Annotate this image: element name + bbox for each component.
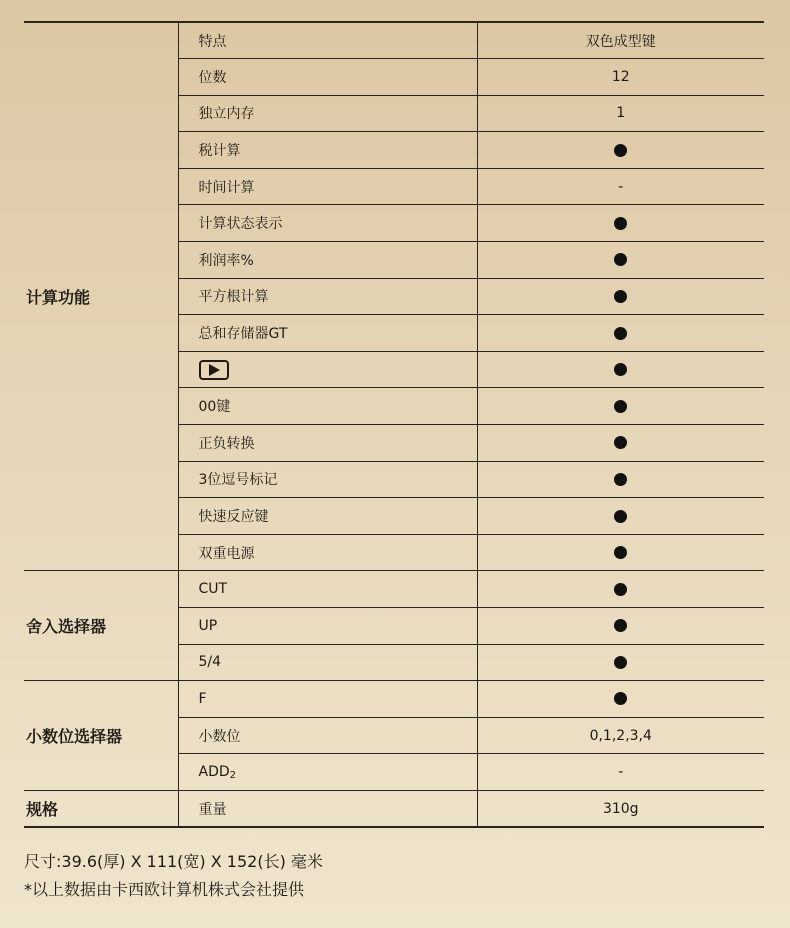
supported-dot-icon — [614, 327, 627, 340]
feature-text: F — [198, 690, 207, 707]
header-feature-text: 特点 — [198, 33, 227, 50]
value-cell — [477, 608, 764, 645]
value-cell — [477, 425, 764, 462]
feature-cell — [178, 790, 477, 827]
value-text: 1 — [616, 105, 626, 122]
value-cell — [477, 242, 764, 279]
feature-text: 正负转换 — [198, 435, 255, 452]
table-row — [24, 790, 764, 827]
feature-text: 计算状态表示 — [198, 216, 283, 233]
feature-cell — [178, 388, 477, 425]
feature-cell — [178, 571, 477, 608]
header-value-cell — [477, 22, 764, 59]
dimensions-text: 尺寸:39.6(厚) X 111(宽) X 152(长) 毫米 — [24, 852, 323, 871]
feature-text: 3位逗号标记 — [198, 472, 278, 489]
supported-dot-icon — [614, 473, 627, 486]
value-cell — [477, 717, 764, 754]
play-key-icon — [199, 360, 229, 380]
value-cell — [477, 461, 764, 498]
value-cell — [477, 681, 764, 718]
value-cell — [477, 315, 764, 352]
value-cell — [477, 278, 764, 315]
group-label-text: 舍入选择器 — [26, 617, 107, 637]
feature-cell — [178, 608, 477, 645]
header-feature-cell — [178, 22, 477, 59]
supported-dot-icon — [614, 290, 627, 303]
value-cell — [477, 95, 764, 132]
feature-subscript: 2 — [229, 770, 237, 782]
table-row — [24, 681, 764, 718]
supported-dot-icon — [614, 619, 627, 632]
supported-dot-icon — [614, 436, 627, 449]
feature-text: 5/4 — [198, 654, 222, 671]
feature-text: UP — [198, 617, 218, 634]
feature-text: 快速反应键 — [198, 509, 269, 526]
feature-cell — [178, 95, 477, 132]
supported-dot-icon — [614, 253, 627, 266]
value-cell — [477, 534, 764, 571]
feature-cell — [178, 205, 477, 242]
table-header-row — [24, 22, 764, 59]
supported-dot-icon — [614, 656, 627, 669]
supported-dot-icon — [614, 583, 627, 596]
group-label-text: 规格 — [26, 800, 59, 820]
feature-text: ADD — [198, 764, 230, 781]
spec-table — [24, 21, 764, 828]
feature-cell — [178, 681, 477, 718]
feature-text: 平方根计算 — [198, 289, 269, 306]
value-cell — [477, 168, 764, 205]
supported-dot-icon — [614, 400, 627, 413]
feature-text: 时间计算 — [198, 179, 255, 196]
feature-cell — [178, 351, 477, 388]
group-label-calc — [24, 22, 178, 571]
feature-text: 位数 — [198, 69, 227, 86]
group-label-cell — [24, 681, 178, 791]
group-label-text: 小数位选择器 — [26, 727, 123, 747]
value-cell — [477, 205, 764, 242]
source-note: *以上数据由卡西欧计算机株式会社提供 — [24, 880, 305, 899]
value-cell — [477, 790, 764, 827]
feature-cell — [178, 644, 477, 681]
feature-cell — [178, 278, 477, 315]
supported-dot-icon — [614, 510, 627, 523]
group-label-cell — [24, 571, 178, 681]
value-text: 12 — [611, 68, 630, 85]
feature-cell — [178, 498, 477, 535]
group-label-text: 计算功能 — [26, 288, 91, 308]
group-label-cell — [24, 790, 178, 827]
supported-dot-icon — [614, 546, 627, 559]
supported-dot-icon — [614, 692, 627, 705]
feature-cell — [178, 534, 477, 571]
value-text: - — [618, 764, 624, 781]
supported-dot-icon — [614, 217, 627, 230]
value-cell — [477, 754, 764, 791]
header-value-text: 双色成型键 — [585, 33, 656, 50]
value-cell — [477, 59, 764, 96]
feature-cell — [178, 461, 477, 498]
value-cell — [477, 388, 764, 425]
feature-text: 总和存储器GT — [198, 326, 288, 343]
value-text: 310g — [602, 800, 639, 817]
feature-cell — [178, 754, 477, 791]
value-cell — [477, 571, 764, 608]
feature-cell — [178, 242, 477, 279]
feature-text: 00键 — [198, 399, 231, 416]
feature-text: 小数位 — [198, 728, 241, 745]
value-cell — [477, 498, 764, 535]
feature-text: 双重电源 — [198, 545, 255, 562]
feature-text: 独立内存 — [198, 106, 255, 123]
supported-dot-icon — [614, 144, 627, 157]
feature-text: 税计算 — [198, 143, 241, 160]
feature-cell — [178, 717, 477, 754]
value-text: - — [618, 178, 624, 195]
feature-cell — [178, 425, 477, 462]
feature-cell — [178, 132, 477, 169]
feature-text: 重量 — [198, 801, 227, 818]
value-cell — [477, 644, 764, 681]
supported-dot-icon — [614, 363, 627, 376]
value-cell — [477, 132, 764, 169]
table-row — [24, 571, 764, 608]
feature-cell — [178, 59, 477, 96]
feature-text: 利润率% — [198, 252, 254, 269]
value-cell — [477, 351, 764, 388]
footer — [24, 848, 323, 904]
feature-cell — [178, 168, 477, 205]
feature-text: CUT — [198, 581, 228, 598]
feature-cell — [178, 315, 477, 352]
value-text: 0,1,2,3,4 — [589, 727, 652, 744]
